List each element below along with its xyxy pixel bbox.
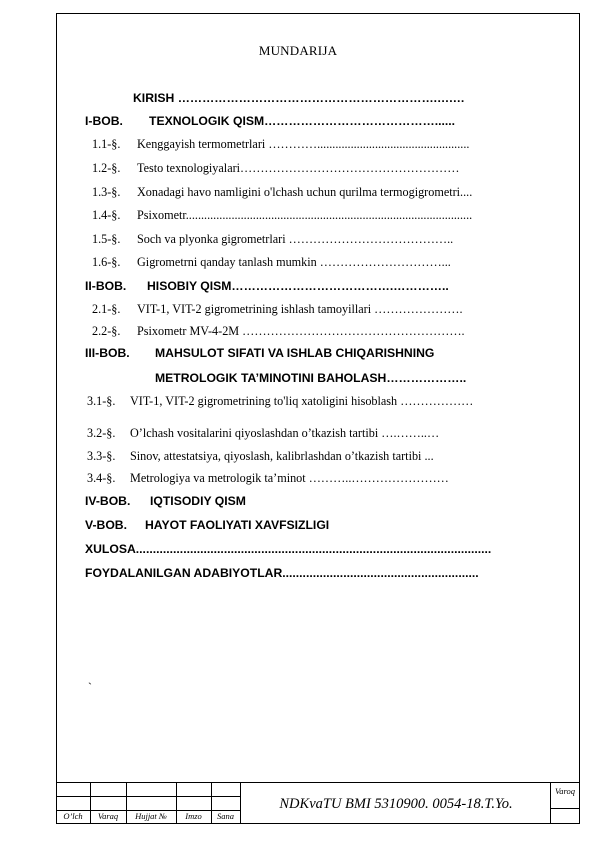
toc-entry-text: Psixometr..............................................................................................	[137, 208, 473, 222]
toc-entry-bob-4-text: IQTISODIY QISM	[150, 494, 246, 508]
toc-entry-bob-2-num: II-BOB.	[85, 279, 127, 293]
toc-entry-kirish: KIRISH ……………………………………………………….….…	[133, 91, 465, 105]
toc-entry-text: Xonadagi havo namligini o'lchash uchun qurilma termogigrometri....	[137, 185, 473, 199]
title-block-label: Hujjat №	[135, 811, 167, 821]
toc-entry-num: 1.3-§.	[92, 185, 121, 199]
page-frame	[56, 13, 580, 824]
toc-entry-adabiyotlar: FOYDALANILGAN ADABIYOTLAR..........................................................	[85, 566, 479, 580]
toc-entry-text: Psixometr MV-4-2M ……………………………………………….	[137, 324, 465, 338]
toc-entry-num: 1.4-§.	[92, 208, 121, 222]
toc-entry-text: Gigrometrni qanday tanlash mumkin …………………………...	[137, 255, 451, 269]
toc-entry-bob-3-text: MAHSULOT SIFATI VA ISHLAB CHIQARISHNING	[155, 346, 435, 360]
toc-entry-num: 3.4-§.	[87, 471, 116, 485]
toc-entry-text: VIT-1, VIT-2 gigrometrining ishlash tamoyillari ………………….	[137, 302, 463, 316]
toc-entry-text: Soch va plyonka gigrometrlari …………………………………..	[137, 232, 454, 246]
toc-entry-xulosa: XULOSA.........................................................................................................	[85, 542, 492, 556]
title-block-label: Sana	[217, 811, 234, 821]
toc-entry-text: Sinov, attestatsiya, qiyoslash, kalibrlashdan o’tkazish tartibi ...	[130, 449, 434, 463]
toc-entry-bob-3-text-cont: METROLOGIK TA’MINOTINI BAHOLASH………………..	[155, 371, 467, 385]
toc-entry-bob-5-num: V-BOB.	[85, 518, 127, 532]
title-block-label: Varaq	[97, 811, 119, 821]
toc-entry-num: 1.6-§.	[92, 255, 121, 269]
toc-entry-text: Metrologiya va metrologik ta’minot ………..……………………	[130, 471, 449, 485]
title-block-label: O’lch	[63, 811, 83, 821]
title-block	[56, 782, 580, 824]
toc-entry-text: VIT-1, VIT-2 gigrometrining to'liq xatoligini hisoblash ………………	[130, 394, 474, 408]
toc-entry-num: 2.2-§.	[92, 324, 121, 338]
toc-entry-bob-3-num: III-BOB.	[85, 346, 130, 360]
toc-entry-text: O’lchash vositalarini qiyoslashdan o’tkazish tartibi ….……..…	[130, 426, 440, 440]
toc-entry-bob-4-num: IV-BOB.	[85, 494, 131, 508]
document-code: NDKvaTU BMI 5310900. 0054-18.T.Yo.	[279, 796, 513, 812]
toc-entry-num: 2.1-§.	[92, 302, 121, 316]
toc-entry-text: Kenggayish termometrlari …………..................................................	[137, 137, 470, 151]
toc-entry-num: 3.2-§.	[87, 426, 116, 440]
toc-entry-bob-1-num: I-BOB.	[85, 114, 123, 128]
toc-entry-num: 1.2-§.	[92, 161, 121, 175]
toc-entry-bob-1-text: TEXNOLOGIK QISM……………………………………......	[149, 114, 456, 128]
toc-entry-num: 3.1-§.	[87, 394, 116, 408]
toc-entry-bob-5-text: HAYOT FAOLIYATI XAVFSIZLIGI	[145, 518, 330, 532]
title-block-label: Imzo	[185, 811, 202, 821]
toc-entry-num: 1.5-§.	[92, 232, 121, 246]
stray-mark: `	[88, 680, 92, 694]
toc-entry-num: 3.3-§.	[87, 449, 116, 463]
toc-entry-bob-2-text: HISOBIY QISM………………………………….…………..	[147, 279, 449, 293]
toc-entry-num: 1.1-§.	[92, 137, 121, 151]
page-title: MUNDARIJA	[258, 43, 338, 58]
sheet-label: Varoq	[555, 786, 575, 796]
toc-entry-text: Testo texnologiyalari………………………………………………	[137, 161, 460, 175]
